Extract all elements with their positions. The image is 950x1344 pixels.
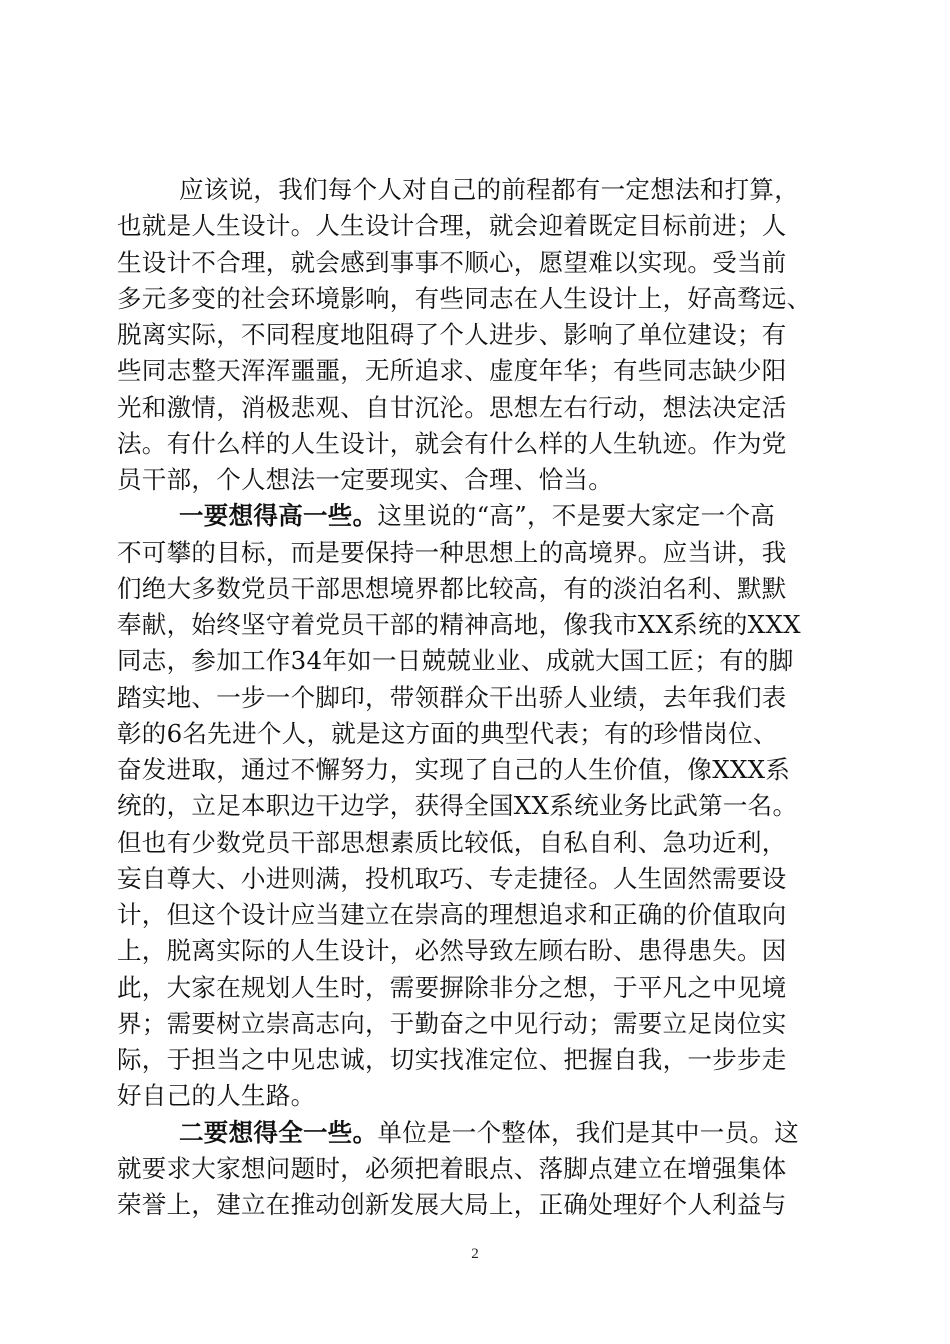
- text-line: 界；需要树立崇高志向，于勤奋之中见行动；需要立足岗位实: [117, 1008, 787, 1038]
- text-line: 也就是人生设计。人生设计合理，就会迎着既定目标前进；人: [117, 211, 787, 241]
- text-line: 光和激情，消极悲观、自甘沉沦。思想左右行动，想法决定活: [117, 392, 787, 422]
- text-line: 生设计不合理，就会感到事事不顺心，愿望难以实现。受当前: [117, 247, 787, 277]
- paragraph-first-line: [117, 1115, 837, 1151]
- text-line: 计，但这个设计应当建立在崇高的理想追求和正确的价值取向: [117, 900, 787, 929]
- text-line: 此，大家在规划人生时，需要摒除非分之想，于平凡之中见境: [117, 972, 787, 1002]
- text-line: 荣誉上，建立在推动创新发展大局上，正确处理好个人利益与: [117, 1190, 787, 1219]
- text-line: 妄自尊大、小进则满，投机取巧、专走捷径。人生固然需要设: [117, 863, 787, 893]
- text-line: 不可攀的目标，而是要保持一种思想上的高境界。应当讲，我: [117, 537, 787, 567]
- text-line: 脱离实际，不同程度地阻碍了个人进步、影响了单位建设；有: [117, 320, 787, 349]
- text-span: 这里说的“高”，不是要大家定一个高: [377, 501, 776, 531]
- text-line: 奉献，始终坚守着党员干部的精神高地，像我市XX系统的XXX: [117, 610, 801, 639]
- section-heading: 二要想得全一些。: [179, 1117, 378, 1147]
- text-line: 奋发进取，通过不懈努力，实现了自己的人生价值，像XXX系: [117, 755, 791, 784]
- text-line: 多元多变的社会环境影响，有些同志在人生设计上，好高骛远、: [117, 283, 812, 313]
- text-line: 好自己的人生路。: [117, 1081, 316, 1111]
- text-line: 踏实地、一步一个脚印，带领群众干出骄人业绩，去年我们表: [117, 682, 787, 712]
- text-line: 法。有什么样的人生设计，就会有什么样的人生轨迹。作为党: [117, 428, 787, 458]
- text-line: 统的，立足本职边干边学，获得全国XX系统业务比武第一名。: [117, 791, 798, 821]
- text-line: 就要求大家想问题时，必须把着眼点、落脚点建立在增强集体: [117, 1153, 787, 1183]
- text-line: 些同志整天浑浑噩噩，无所追求、虚度年华；有些同志缺少阳: [117, 356, 787, 386]
- text-line: 际，于担当之中见忠诚，切实找准定位、把握自我，一步步走: [117, 1045, 787, 1074]
- page-number: 2: [471, 1246, 479, 1262]
- text-line: 但也有少数党员干部思想素质比较低，自私自利、急功近利，: [117, 827, 787, 857]
- text-line: 上，脱离实际的人生设计，必然导致左顾右盼、患得患失。因: [117, 936, 787, 966]
- section-heading: 一要想得高一些。: [179, 501, 378, 531]
- text-line: 们绝大多数党员干部思想境界都比较高，有的淡泊名利、默默: [117, 573, 787, 603]
- document-body: [117, 172, 837, 1223]
- text-line: 员干部，个人想法一定要现实、合理、恰当。: [117, 465, 613, 494]
- paragraph-first-line: [117, 498, 837, 534]
- text-line: 应该说，我们每个人对自己的前程都有一定想法和打算，: [179, 175, 799, 204]
- text-line: 彰的6名先进个人，就是这方面的典型代表；有的珍惜岗位、: [117, 718, 778, 748]
- text-span: 单位是一个整体，我们是其中一员。这: [377, 1117, 800, 1147]
- text-line: 同志，参加工作34年如一日兢兢业业、成就大国工匠；有的脚: [117, 646, 794, 676]
